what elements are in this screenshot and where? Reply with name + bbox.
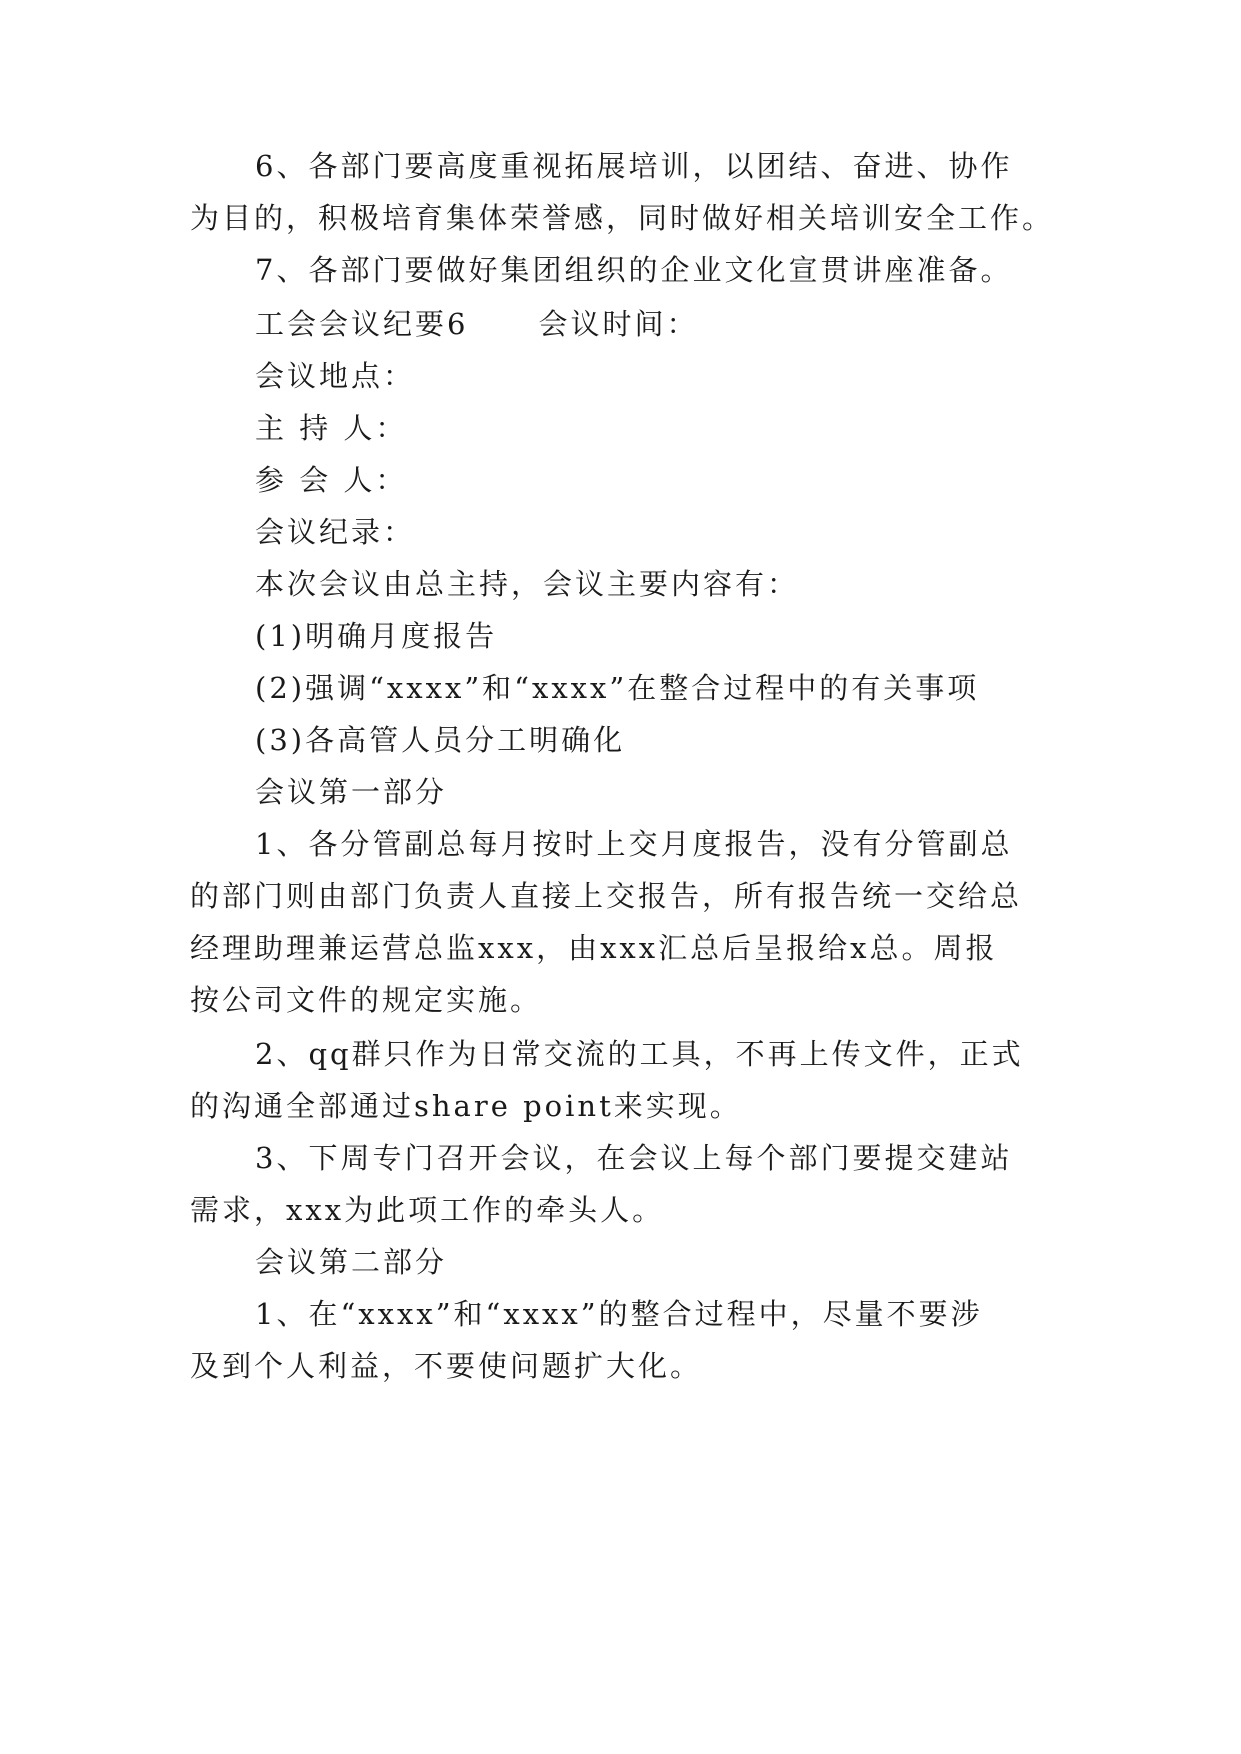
paragraph-line: 需求，xxx为此项工作的牵头人。 (190, 1193, 665, 1227)
host-label: 主 持 人： (255, 411, 408, 445)
paragraph-line: 1、在“xxxx”和“xxxx”的整合过程中，尽量不要涉 (255, 1297, 983, 1331)
paragraph-line: 按公司文件的规定实施。 (190, 983, 543, 1017)
paragraph-line: 7、各部门要做好集团组织的企业文化宣贯讲座准备。 (255, 253, 1013, 287)
paragraph-line: 6、各部门要高度重视拓展培训，以团结、奋进、协作 (255, 149, 1013, 183)
minutes-title: 工会会议纪要6 (255, 307, 469, 341)
paragraph-line: 1、各分管副总每月按时上交月度报告，没有分管副总 (255, 827, 1013, 861)
agenda-item: (2)强调“xxxx”和“xxxx”在整合过程中的有关事项 (255, 671, 980, 705)
paragraph-line: 及到个人利益，不要使问题扩大化。 (190, 1349, 703, 1383)
section-heading: 会议第二部分 (255, 1245, 448, 1279)
paragraph-line: 本次会议由总主持，会议主要内容有： (255, 567, 800, 601)
paragraph-line: 3、下周专门召开会议，在会议上每个部门要提交建站 (255, 1141, 1013, 1175)
section-heading: 会议第一部分 (255, 775, 448, 809)
meeting-record-label: 会议纪录： (255, 515, 416, 549)
paragraph-line: 2、qq群只作为日常交流的工具，不再上传文件，正式 (255, 1037, 1024, 1071)
meeting-time-label: 会议时间： (538, 307, 699, 341)
paragraph-line: 的部门则由部门负责人直接上交报告，所有报告统一交给总 (190, 879, 1023, 913)
minutes-title-row (0, 304, 1241, 344)
meeting-location-label: 会议地点： (255, 359, 416, 393)
agenda-item: (1)明确月度报告 (255, 619, 498, 653)
agenda-item: (3)各高管人员分工明确化 (255, 723, 626, 757)
paragraph-line: 的沟通全部通过share point来实现。 (190, 1089, 742, 1123)
attendees-label: 参 会 人： (255, 463, 408, 497)
paragraph-line: 经理助理兼运营总监xxx，由xxx汇总后呈报给x总。周报 (190, 931, 998, 965)
paragraph-line: 为目的，积极培育集体荣誉感，同时做好相关培训安全工作。 (190, 201, 1055, 235)
